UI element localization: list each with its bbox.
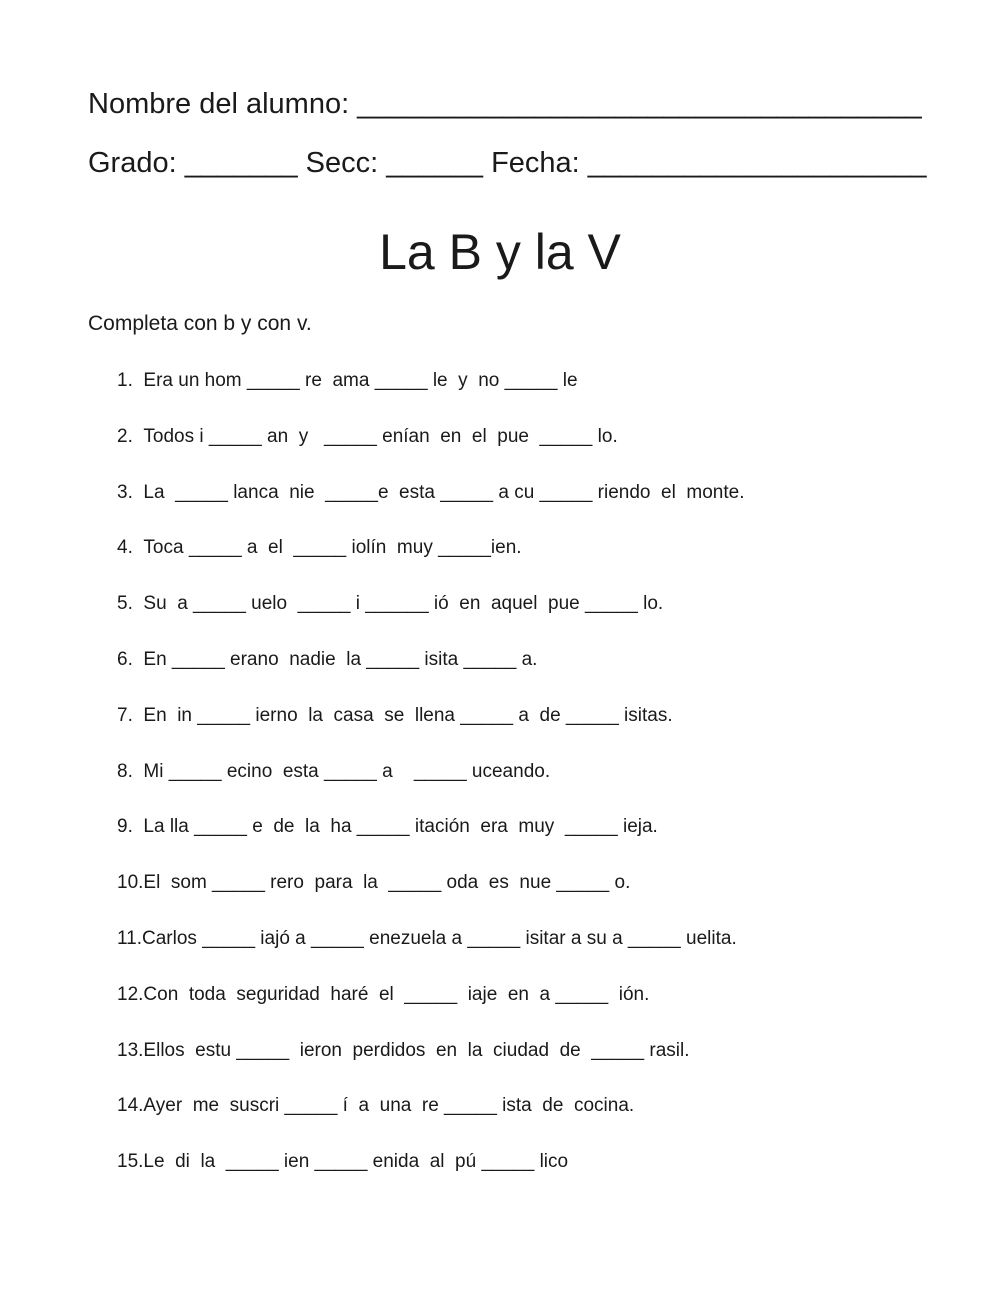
item-number: 13. <box>117 1039 144 1061</box>
item-text: En _____ erano nadie la _____ isita _____ a. <box>143 648 538 670</box>
item-number: 8. <box>117 760 144 782</box>
item-number: 4. <box>117 537 144 559</box>
item-text: Mi _____ ecino esta _____ a _____ uceando. <box>143 760 551 782</box>
exercise-item-7 <box>117 702 744 758</box>
exercise-item-2 <box>117 423 744 479</box>
item-number: 11. <box>117 927 143 949</box>
item-text: Le di la _____ ien _____ enida al pú _____ lico <box>143 1151 569 1173</box>
exercise-item-4 <box>117 534 744 590</box>
item-number: 5. <box>117 593 144 615</box>
exercise-item-11 <box>117 925 744 981</box>
item-text: La _____ lanca nie _____e esta _____ a cu _____ riendo el monte. <box>143 481 745 503</box>
exercise-item-15 <box>117 1148 744 1204</box>
instruction-text: Completa con b y con v. <box>88 312 312 335</box>
exercise-item-5 <box>117 590 744 646</box>
item-text: El som _____ rero para la _____ oda es nue _____ o. <box>143 872 631 894</box>
item-text: La lla _____ e de la ha _____ itación era muy _____ ieja. <box>143 816 658 838</box>
item-number: 1. <box>117 370 144 391</box>
item-number: 10. <box>117 872 144 894</box>
exercise-item-12 <box>117 981 744 1037</box>
item-number: 15. <box>117 1151 144 1173</box>
exercise-item-8 <box>117 758 744 814</box>
exercise-item-6 <box>117 646 744 702</box>
exercise-item-10 <box>117 869 744 925</box>
item-number: 7. <box>117 704 144 726</box>
grade-section-date-line: Grado: _______ Secc: ______ Fecha: _____________________ <box>88 147 927 179</box>
exercise-item-9 <box>117 813 744 869</box>
item-text: Todos i _____ an y _____ enían en el pue _____ lo. <box>143 425 618 447</box>
item-text: Era un hom _____ re ama _____ le y no _____ le <box>143 370 578 391</box>
item-text: Con toda seguridad haré el _____ iaje en a _____ ión. <box>143 983 650 1005</box>
item-text: Ayer me suscri _____ í a una re _____ ista de cocina. <box>143 1095 635 1117</box>
item-number: 6. <box>117 648 144 670</box>
exercise-item-1 <box>117 367 744 423</box>
item-text: Ellos estu _____ ieron perdidos en la ciudad de _____ rasil. <box>143 1039 690 1061</box>
exercise-item-14 <box>117 1092 744 1148</box>
item-number: 9. <box>117 816 144 838</box>
exercise-list <box>117 367 744 1204</box>
student-name-line: Nombre del alumno: ___________________________________ <box>88 88 922 120</box>
item-text: Carlos _____ iajó a _____ enezuela a _____ isitar a su a _____ uelita. <box>142 927 737 949</box>
exercise-item-13 <box>117 1037 744 1093</box>
exercise-item-3 <box>117 479 744 535</box>
page-title: La B y la V <box>379 224 621 280</box>
item-text: En in _____ ierno la casa se llena _____ a de _____ isitas. <box>143 704 673 726</box>
item-number: 2. <box>117 425 144 447</box>
item-number: 3. <box>117 481 144 503</box>
item-number: 14. <box>117 1095 144 1117</box>
item-text: Su a _____ uelo _____ i ______ ió en aquel pue _____ lo. <box>143 593 664 615</box>
item-text: Toca _____ a el _____ iolín muy _____ien. <box>143 537 522 559</box>
item-number: 12. <box>117 983 144 1005</box>
